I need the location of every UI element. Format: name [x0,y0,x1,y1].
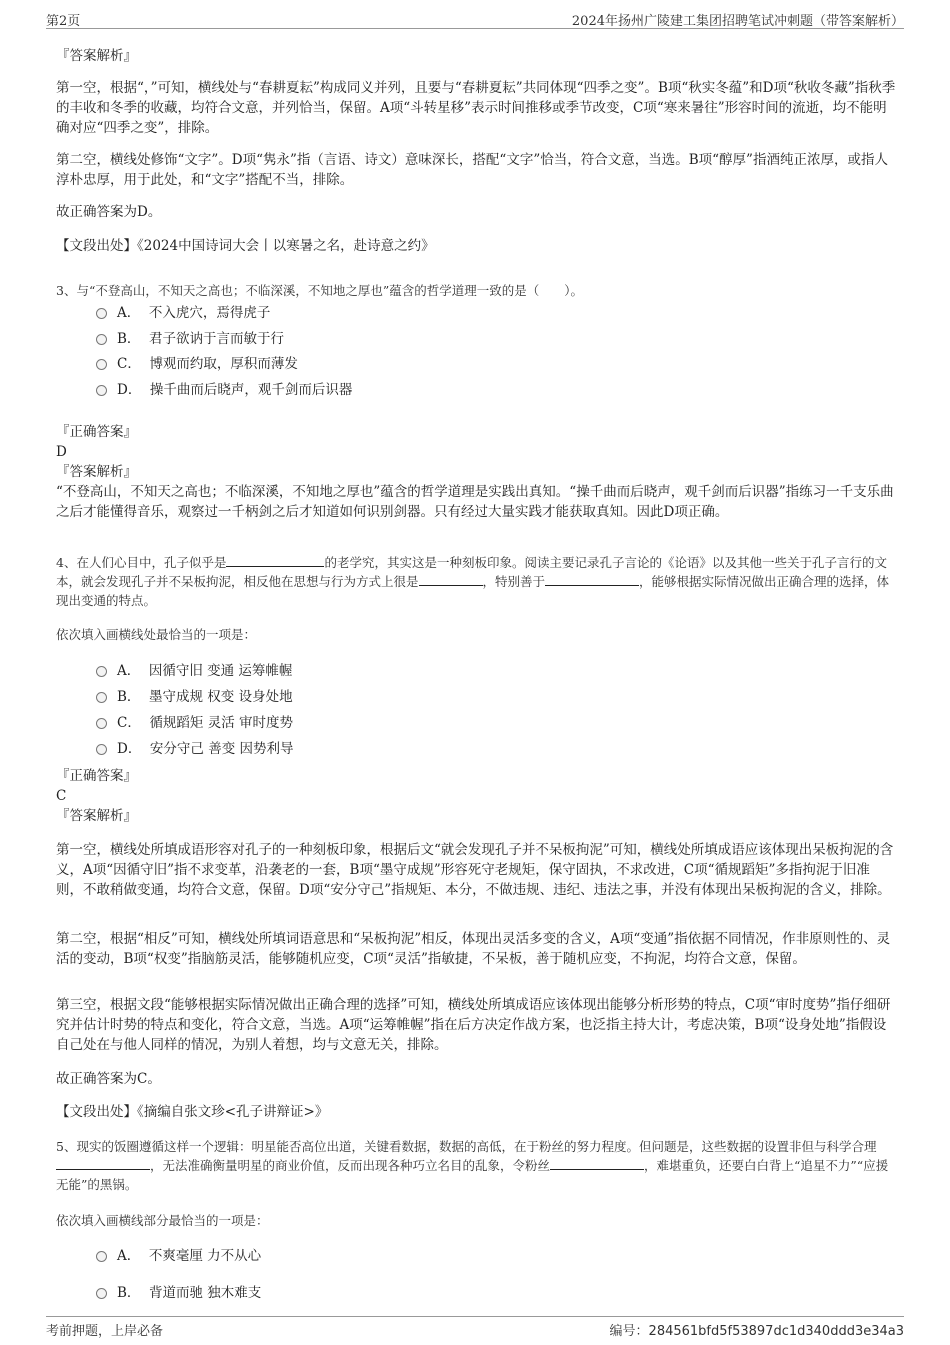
q5-instruction-text: 依次填入画横线部分最恰当的一项是： [56,1213,269,1228]
q4-p1-text: 第一空，横线处所填成语形容对孔子的一种刻板印象，根据后文“就会发现孔子并不呆板拘泥”可知，横线处所填成语应该体现出呆板拘泥的含义，A项“因循守旧”指不求变革，沿袭老的一套，B项“墨守成规”形容死守老规矩，保守固执，不求改进，C项“循规蹈矩”多指拘泥于旧准则，不敢稍做变通，均符合文意，保留。D项“安分守己”指规矩、本分，不做违规、违纪、违法之事，并没有体现出呆板拘泥的含义，排除。 [56,842,894,898]
q5-stem-part-b: ，无法准确衡量明星的商业价值，反而出现各种巧立名目的乱象，令粉丝 [150,1158,551,1173]
q5-stem-part-a: 5、现实的饭圈遵循这样一个逻辑：明星能否高位出道，关键看数据，数据的高低，在于粉丝的努力程度。但问题是，这些数据的设置非但与科学合理 [56,1139,877,1154]
q2-p1-text: 第一空，根据“，”可知，横线处与“春耕夏耘”构成同义并列，且要与“春耕夏耘”共同体现“四季之变”。B项“秋实冬蕴”和D项“秋收冬藏”指秋季的丰收和冬季的收藏，均符合文意，并列恰当，保留。A项“斗转星移”表示时间推移或季节改变，C项“寒来暑往”形容时间的流逝，均不能明确对应“四季之变”，排除。 [56,80,896,136]
q4-option-c[interactable] [96,713,293,733]
option-letter: D． [117,382,142,398]
q4-option-d[interactable] [96,739,294,759]
q4-p3-text: 第三空，根据文段“能够根据实际情况做出正确合理的选择”可知，横线处所填成语应该体现出能够分析形势的特点，C项“审时度势”指仔细研究并估计时势的特点和变化，符合文意，当选。A项“运筹帷幄”指在后方决定作战方案，也泛指主持大计，考虑决策，B项“设身处地”指假设自己处在与他人同样的情况，为别人着想，均与文意无关，排除。 [56,997,891,1053]
radio-icon[interactable] [96,666,107,677]
option-text: 君子欲讷于言而敏于行 [149,331,285,347]
q4-analysis-label: 『答案解析』 [56,808,137,824]
radio-icon[interactable] [96,718,107,729]
q4-p2-text: 第二空，根据“相反”可知，横线处所填词语意思和“呆板拘泥”相反，体现出灵活多变的含义，A项“变通”指依据不同情况，作非原则性的、灵活的变动，B项“权变”指脑筋灵活，能够随机应变，C项“灵活”指敏捷，不呆板，善于随机应变，不拘泥，均符合文意，保留。 [56,931,891,967]
radio-icon[interactable] [96,1288,107,1299]
option-letter: B． [117,331,141,347]
footer-slogan: 考前押题，上岸必备 [46,1324,164,1339]
q2-paragraph-2 [56,150,896,190]
option-letter: A． [117,1248,141,1264]
radio-icon[interactable] [96,385,107,396]
q5-stem-text [56,1137,896,1194]
option-text: 墨守成规 权变 设身处地 [149,689,293,705]
q3-analysis [56,482,896,522]
q2-paragraph-3 [56,202,896,222]
option-text: 操千曲而后晓声，观千剑而后识器 [149,382,353,398]
option-text: 背道而驰 独木难支 [149,1285,262,1301]
radio-icon[interactable] [96,744,107,755]
q3-stem [56,281,896,300]
page-number: 第2页 [46,14,81,29]
radio-icon[interactable] [96,692,107,703]
fill-blank [56,1157,150,1170]
option-letter: D． [117,741,142,757]
option-letter: B． [117,689,141,705]
option-text: 不入虎穴，焉得虎子 [148,305,271,321]
q5-stem-part-c: ，难堪重负，还要白白背上“追星不力”“应援无能”的黑锅。 [56,1158,889,1192]
page-header [46,8,904,29]
q4-analysis-p3 [56,995,896,1055]
option-text: 不爽毫厘 力不从心 [148,1248,262,1264]
q4-stem-part-c: ，特别善于 [482,574,546,589]
q4-source-text: 【文段出处】《摘编自张文珍<孔子讲辩证>》 [56,1104,329,1120]
q3-option-c[interactable] [96,354,298,374]
q3-option-d[interactable] [96,380,352,400]
q4-analysis-p2 [56,929,896,969]
code-label: 编号： [609,1324,649,1339]
q3-analysis-text: “不登高山，不知天之高也；不临深溪，不知地之厚也”蕴含的哲学道理是实践出真知。“操千曲而后晓声，观千剑而后识器”指练习一千支乐曲之后才能懂得音乐，观察过一千柄剑之后才知道如何识别剑器。只有经过大量实践才能获取真知。因此D项正确。 [56,484,894,520]
q3-option-a[interactable] [96,303,270,323]
q2-analysis-label: 『答案解析』 [56,48,137,64]
option-letter: C． [117,356,141,372]
q5-instruction [56,1211,896,1230]
q5-option-b[interactable] [96,1283,261,1303]
q4-analysis-p4 [56,1069,896,1089]
q2-source-text: 【文段出处】《2024中国诗词大会丨以寒暑之名，赴诗意之约》 [56,238,435,254]
radio-icon[interactable] [96,308,107,319]
q4-option-a[interactable] [96,661,292,681]
q4-source [56,1102,896,1122]
option-text: 循规蹈矩 灵活 审时度势 [149,715,294,731]
q3-option-b[interactable] [96,329,284,349]
fill-blank [545,573,639,586]
q3-analysis-label: 『答案解析』 [56,464,137,480]
option-text: 因循守旧 变通 运筹帷幄 [148,663,293,679]
q4-stem-part-a: 4、在人们心目中，孔子似乎是 [56,555,227,570]
q3-answer-block [56,422,896,482]
q4-instruction-text: 依次填入画横线处最恰当的一项是： [56,627,257,642]
option-letter: A． [117,305,141,321]
fill-blank [226,554,324,567]
option-text: 博观而约取，厚积而薄发 [149,356,298,372]
radio-icon[interactable] [96,1251,107,1262]
q4-stem [56,553,896,610]
q4-p4-text: 故正确答案为C。 [56,1071,161,1087]
q4-instruction [56,625,896,644]
q2-p2-text: 第二空，横线处修饰“文字”。D项“隽永”指（言语、诗文）意味深长，搭配“文字”恰当，符合文意，当选。B项“醇厚”指酒纯正浓厚，或指人淳朴忠厚，用于此处，和“文字”搭配不当，排除。 [56,152,888,188]
option-letter: B． [117,1285,141,1301]
fill-blank [419,573,483,586]
page-footer [46,1316,904,1339]
q4-answer-value: C [56,788,67,804]
q5-option-a[interactable] [96,1246,261,1266]
q3-stem-text: 3、与“不登高山，不知天之高也；不临深溪，不知地之厚也”蕴含的哲学道理一致的是（ ）。 [56,283,583,298]
code-value: 284561bfd5f53897dc1d340ddd3e34a3 [648,1324,904,1339]
q4-stem-part-b: 的老学究，其实这是一种刻板印象。阅读主要记录孔子言论的《论语》以及其他一些关于孔子言行的文本，就会发现孔子并不呆板拘泥，相反他在思想与行为方式上很是 [56,555,887,589]
q4-option-b[interactable] [96,687,293,707]
q2-p3-text: 故正确答案为D。 [56,204,162,220]
q3-answer-value: D [56,444,67,460]
q2-paragraph-1 [56,78,896,138]
option-letter: A． [117,663,141,679]
document-title: 2024年扬州广陵建工集团招聘笔试冲刺题（带答案解析） [571,14,904,29]
radio-icon[interactable] [96,334,107,345]
option-letter: C． [117,715,141,731]
radio-icon[interactable] [96,359,107,370]
q4-analysis-p1 [56,840,896,900]
fill-blank [550,1157,644,1170]
q4-stem-text [56,553,896,610]
q4-answer-label: 『正确答案』 [56,768,137,784]
q2-analysis [56,46,896,66]
q3-answer-label: 『正确答案』 [56,424,137,440]
q4-answer-block [56,766,896,826]
document-code [610,1320,904,1339]
q2-source [56,236,896,256]
q4-stem-part-d: ，能够根据实际情况做出正确合理的选择，体现出变通的特点。 [56,574,890,608]
option-text: 安分守己 善变 因势利导 [149,741,294,757]
q5-stem [56,1137,896,1194]
